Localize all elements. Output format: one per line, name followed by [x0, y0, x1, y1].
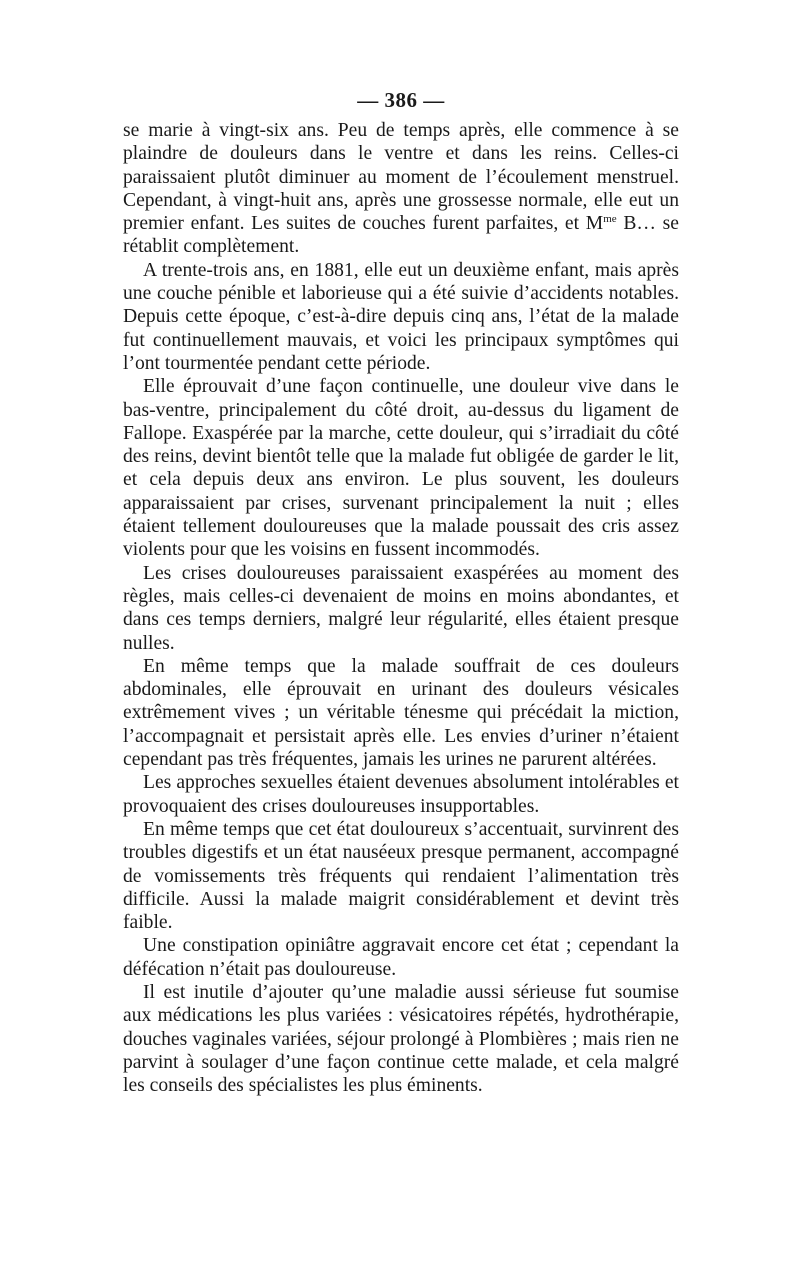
paragraph-7: En même temps que cet état douloureux s’accentuait, survinrent des troubles digestifs et un état nauséeux presque permanent, accompagné de vomissements très fréquents qui rendaient l’alimentation très difficile. Aussi la malade maigrit considérablement et devint très faible. — [123, 818, 679, 934]
paragraph-6: Les approches sexuelles étaient devenues absolument intolérables et provoquaient des crises douloureuses insupportables. — [123, 772, 679, 817]
book-page — [123, 88, 679, 1097]
paragraph-1-tail: B… se rétablit complètement. — [123, 213, 679, 258]
paragraph-1 — [123, 119, 679, 259]
paragraph-2: A trente-trois ans, en 1881, elle eut un deuxième enfant, mais après une couche pénible et laborieuse qui a été suivie d’accidents notables. Depuis cette époque, c’est-à-dire depuis cinq ans, l’état de la malade fut continuellement mauvais, et voici les principaux symptômes qui l’ont tourmentée pendant cette période. — [123, 259, 679, 374]
paragraph-9: Il est inutile d’ajouter qu’une maladie aussi sérieuse fut soumise aux médications les plus variées : vésicatoires répétés, hydrothérapie, douches vaginales variées, séjour prolongé à Plombières ; mais rien ne parvint à soulager d’une façon continue cette malade, et cela malgré les conseils des spécialistes les plus éminents. — [123, 981, 679, 1097]
paragraph-8: Une constipation opiniâtre aggravait encore cet état ; cependant la défécation n’était pas douloureuse. — [123, 935, 679, 980]
paragraph-4: Les crises douloureuses paraissaient exaspérées au moment des règles, mais celles-ci devenaient de moins en moins abondantes, et dans ces temps derniers, malgré leur régularité, elles étaient presque nulles. — [123, 562, 679, 654]
madame-superscript: me — [603, 213, 617, 226]
paragraph-5: En même temps que la malade souffrait de ces douleurs abdominales, elle éprouvait en urinant des douleurs vésicales extrêmement vives ; un véritable ténesme qui précédait la miction, l’accompagnait et persistait après elle. Les envies d’uriner n’étaient cependant pas très fréquentes, jamais les urines ne parurent altérées. — [123, 655, 679, 771]
page-number: — 386 — — [357, 88, 445, 112]
paragraph-3: Elle éprouvait d’une façon continuelle, une douleur vive dans le bas-ventre, principalement du côté droit, au-dessus du ligament de Fallope. Exaspérée par la marche, cette douleur, qui s’irradiait du côté des reins, devint bientôt telle que la malade fut obligée de garder le lit, et cela depuis deux ans environ. Le plus souvent, les douleurs apparaissaient par crises, survenant principalement la nuit ; elles étaient tellement douloureuses que la malade poussait des cris assez violents pour que les voisins en fussent incommodés. — [123, 376, 679, 561]
paragraph-1-text: se marie à vingt-six ans. Peu de temps après, elle commence à se plaindre de douleurs dans le ventre et dans les reins. Celles-ci paraissaient plutôt diminuer au moment de l’écoulement menstruel. Cependant, à vingt-huit ans, après une grossesse normale, elle eut un premier enfant. Les suites de couches furent parfaites, et M — [123, 120, 679, 235]
